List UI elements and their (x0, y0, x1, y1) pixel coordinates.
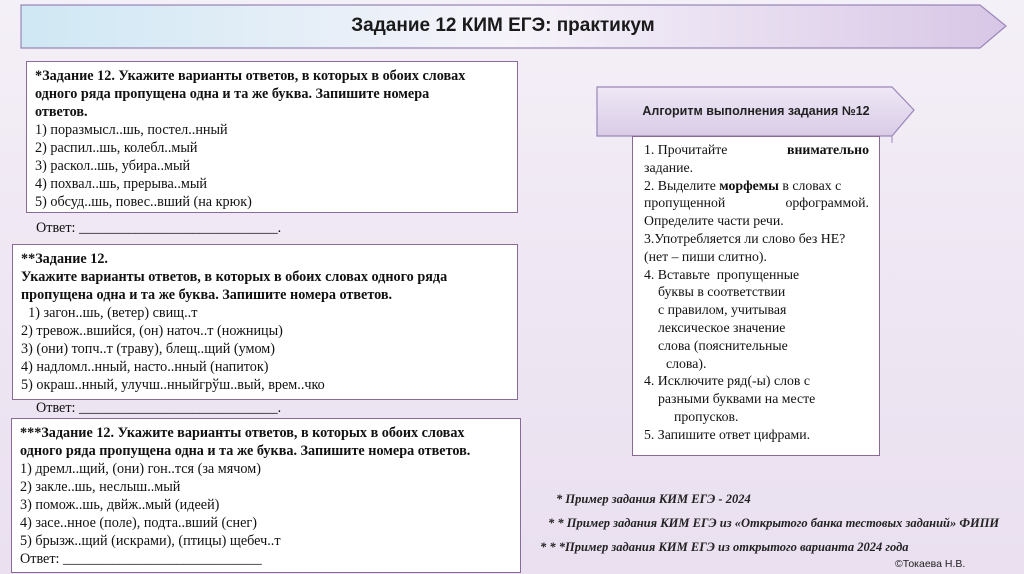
task-1-option: 1) поразмысл..шь, постел..нный (35, 122, 228, 138)
task-2-option: 5) окраш..нный, улучш..нныйгрўш..вый, врем..чко (21, 377, 325, 393)
algorithm-step-2-line-2 (644, 194, 869, 212)
algorithm-step-4: 4. Вставьте пропущенные (644, 266, 800, 282)
algorithm-step-4-line: буквы в соответствии (658, 284, 786, 300)
task-2-option: 2) тревож..вшийся, (он) наточ..т (ножницы) (21, 323, 283, 339)
algorithm-step-1-cont: задание. (644, 159, 694, 175)
task-1-heading-line-2: одного ряда пропущена одна и та же буква. Запишите номера (35, 86, 430, 102)
task-1-option: 4) похвал..шь, прерыва..мый (35, 176, 208, 192)
task-1-option: 3) раскол..шь, убира..мый (35, 158, 191, 174)
title-banner (20, 4, 986, 48)
task-3-option: 3) помож..шь, двйж..мый (идеей) (20, 497, 220, 513)
algorithm-title: Алгоритм выполнения задания №12 (642, 104, 870, 118)
footnote-2: * * Пример задания КИМ ЕГЭ из «Открытого банка тестовых заданий» ФИПИ (548, 516, 1000, 530)
task-3-option: 5) брызж..щий (искрами), (птицы) щебеч..т (20, 533, 281, 549)
algorithm-step-5: 4. Исключите ряд(-ы) слов с (644, 373, 810, 389)
algorithm-box (632, 136, 880, 456)
algorithm-step-2-word: пропущенной (644, 195, 726, 211)
algorithm-step-2-line-3: Определите части речи. (644, 213, 784, 229)
task-3-answer-line: Ответ: ____________________________ (20, 551, 262, 567)
task-3-option: 4) засе..нное (поле), подта..вший (снег) (20, 515, 257, 531)
task-1-answer-line: Ответ: ____________________________. (36, 220, 282, 236)
algorithm-step-1 (644, 141, 869, 159)
algorithm-step-3-cont: (нет – пиши слитно). (644, 248, 767, 264)
task-1-option: 2) распил..шь, колебл..мый (35, 140, 198, 156)
task-2-option: 1) загон..шь, (ветер) свищ..т (21, 305, 198, 321)
algorithm-step-2-text-2: в словах с (782, 177, 842, 193)
task-3-option: 2) закле..шь, неслыш..мый (20, 479, 181, 495)
algorithm-step-1-text: 1. Прочитайте (644, 142, 728, 157)
algorithm-step-5-line: пропусков. (674, 408, 739, 424)
footnote-3: * * *Пример задания КИМ ЕГЭ из открытого варианта 2024 года (540, 540, 909, 554)
algorithm-step-1-bold: внимательно (787, 142, 869, 157)
task-3-box (11, 418, 521, 573)
algorithm-step-4-line: слова (пояснительные (658, 337, 788, 353)
task-2-option: 4) надломл..нный, насто..нный (напиток) (21, 359, 269, 375)
task-1-heading-line-3: ответов. (35, 104, 88, 120)
algorithm-step-2-bold: морфемы (719, 177, 779, 193)
task-2-answer-line: Ответ: ____________________________. (36, 400, 282, 416)
task-1-box (26, 61, 518, 213)
task-1-heading-line-1: *Задание 12. Укажите варианты ответов, в которых в обоих словах (35, 68, 466, 84)
task-1-option: 5) обсуд..шь, повес..вший (на крюк) (35, 194, 252, 210)
algorithm-step-2-word-2: орфограммой. (785, 195, 869, 211)
task-3-heading-line-1: ***Задание 12. Укажите варианты ответов, в которых в обоих словах (20, 425, 465, 441)
copyright: ©Токаева Н.В. (895, 558, 966, 570)
algorithm-step-4-line: лексическое значение (658, 319, 786, 335)
footnote-1: * Пример задания КИМ ЕГЭ - 2024 (556, 492, 751, 506)
algorithm-step-4-line: с правилом, учитывая (658, 302, 787, 318)
task-2-heading-line-1: **Задание 12. (21, 251, 108, 267)
algorithm-step-2-text: 2. Выделите (644, 177, 716, 193)
task-2-box (12, 244, 518, 400)
task-2-option: 3) (они) топч..т (траву), блещ..щий (умом) (21, 341, 275, 357)
page-title: Задание 12 КИМ ЕГЭ: практикум (351, 15, 655, 36)
algorithm-step-3: 3.Употребляется ли слово без НЕ? (644, 230, 846, 246)
task-2-heading-line-2: Укажите варианты ответов, в которых в обоих словах одного ряда (21, 269, 448, 285)
algorithm-step-6: 5. Запишите ответ цифрами. (644, 426, 811, 442)
task-3-option: 1) дремл..щий, (они) гон..тся (за мячом) (20, 461, 261, 477)
task-3-heading-line-2: одного ряда пропущена одна и та же буква. Запишите номера ответов. (20, 443, 471, 459)
algorithm-step-4-line: слова). (666, 355, 707, 371)
algorithm-step-2 (644, 177, 869, 195)
algorithm-step-5-line: разными буквами на месте (658, 391, 816, 407)
task-2-heading-line-3: пропущена одна и та же буква. Запишите номера ответов. (21, 287, 393, 303)
